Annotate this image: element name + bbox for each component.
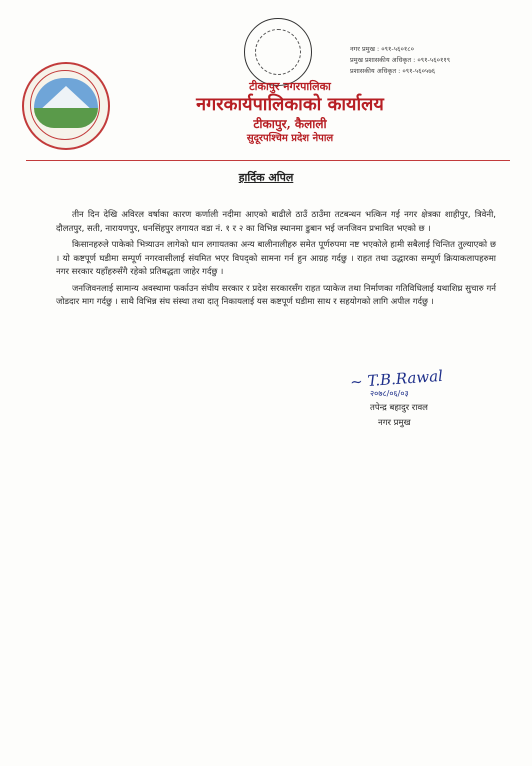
letter-title: हार्दिक अपिल xyxy=(238,171,294,184)
body-paragraph: किसानहरुले पाकेको भित्र्याउन लागेको धान लगायतका अन्य बालीनालीहरु समेत पूर्णरुपमा नष्ट भएकोले हामी सबैलाई चिन्तित तुल्याएको छ । यो कष्टपूर्ण घडीमा सम्पूर्ण नगरवासीलाई संयमित भएर विपद्को सामना गर्न हुन आग्रह गर्दछु । राहत तथा उद्धारका सम्पूर्ण क्रियाकलापहरुमा नगर सरकार यहाँहरुसँगै रहेको प्रतिबद्धता जाहेर गर्दछु । xyxy=(56,240,496,277)
body-paragraph: जनजिवनलाई सामान्य अवस्थामा फर्काउन संघीय सरकार र प्रदेश सरकारसँग राहत प्याकेज तथा निर्माणका गतिविधिलाई यथाशिघ्र सुचारु गर्न जोडदार माग गर्दछु । साथै विभिन्न संघ संस्था तथा दातृ निकायलाई यस कष्टपूर्ण घडीमा साथ र सहयोगको लागि अपील गर्दछु । xyxy=(56,283,496,307)
reference-line: प्रमुख प्रशासकीय अधिकृत : ०९१-५६०११९ xyxy=(350,56,451,64)
municipality-name: टीकापुर नगरपालिका xyxy=(249,80,331,93)
municipality-emblem-icon xyxy=(22,62,110,150)
official-seal-icon xyxy=(244,18,312,86)
province-name: सुदूरपश्चिम प्रदेश नेपाल xyxy=(246,133,334,144)
header-divider xyxy=(26,160,510,161)
reference-line: नगर प्रमुख : ०९१-५६०१८० xyxy=(350,45,414,53)
handwritten-signature: ~ T.B.Rawal xyxy=(349,366,444,392)
signatory-role: नगर प्रमुख xyxy=(378,418,411,428)
reference-contact-block xyxy=(350,44,520,77)
letter-body xyxy=(56,209,496,313)
office-name: नगरकार्यपालिकाको कार्यालय xyxy=(196,94,384,115)
signatory-name: तपेन्द्र बहादुर रावल xyxy=(370,403,428,413)
body-paragraph: तीन दिन देखि अविरल वर्षाका कारण कर्णाली नदीमा आएको बाढीले ठाउँ ठाउँमा तटबन्धन भत्किन गई नगर क्षेत्रका शाहीपुर, त्रिवेनी, दौलतपुर, सती, नारायणपुर, धनसिंहपुर लगायत वडा नं. १ र २ का विभिन्न स्थानमा डुबान भई जनजिवन प्रभावित भएको छ । xyxy=(56,210,496,234)
signature-date: २०७८/०६/०३ xyxy=(370,389,409,398)
signature-block xyxy=(350,368,500,428)
office-address: टीकापुर, कैलाली xyxy=(253,117,327,131)
reference-line: प्रशासकीय अधिकृत : ०९१-५६०५७६ xyxy=(350,67,436,75)
letterhead xyxy=(160,80,420,146)
